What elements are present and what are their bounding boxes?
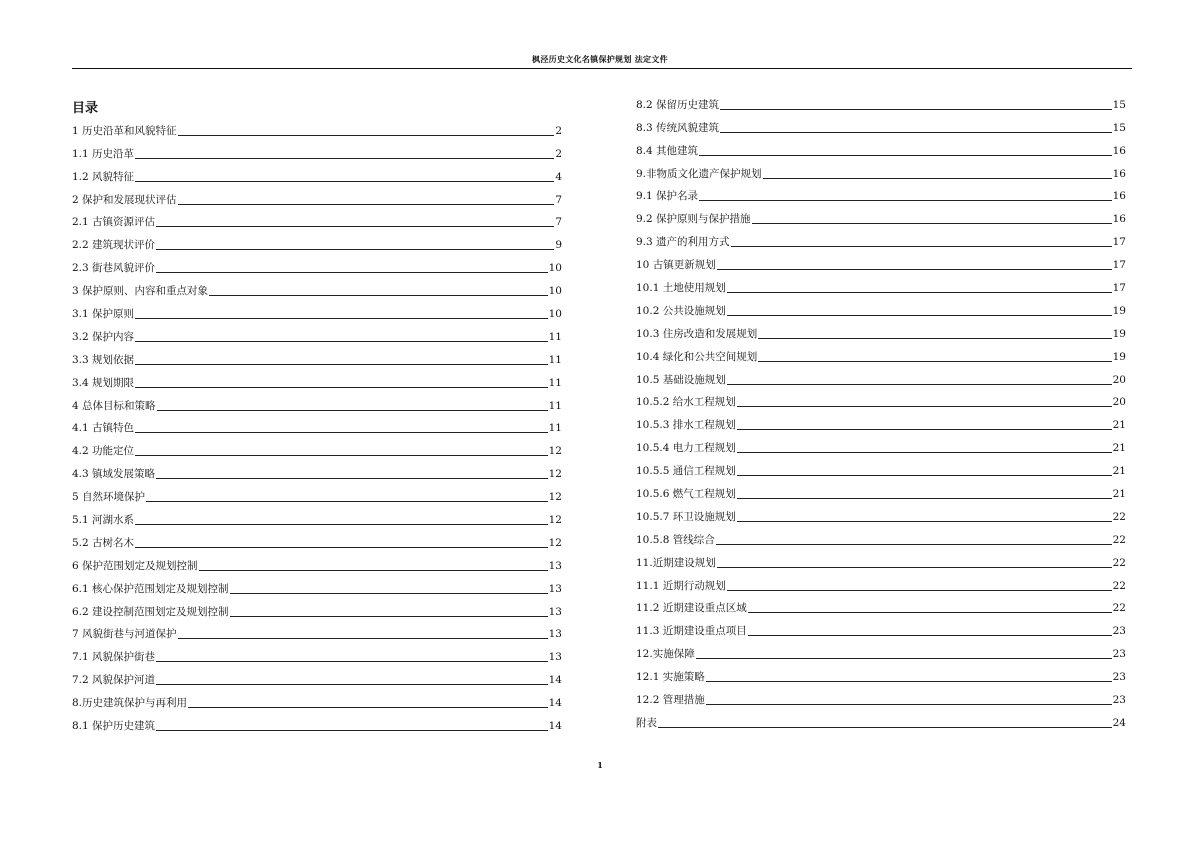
toc-entry-label: 12.2 管理措施 (636, 694, 705, 707)
toc-entry-label: 1.1 历史沿革 (72, 147, 135, 160)
toc-entry-label: 5.2 古树名木 (72, 536, 135, 549)
toc-entry[interactable] (636, 527, 1126, 550)
toc-leader-line (748, 635, 1112, 636)
toc-entry-page: 12 (548, 468, 562, 481)
toc-entry[interactable] (636, 161, 1126, 184)
toc-leader-line (230, 593, 548, 594)
toc-entry-page: 17 (1112, 259, 1126, 272)
toc-column-right (636, 92, 1126, 733)
toc-leader-line (727, 315, 1112, 316)
toc-leader-line (135, 524, 548, 525)
toc-leader-line (737, 475, 1112, 476)
toc-leader-line (717, 269, 1112, 270)
toc-leader-line (156, 478, 548, 479)
toc-entry-label: 10.1 土地使用规划 (636, 282, 726, 295)
toc-entry-page: 2 (555, 147, 562, 160)
toc-entry-label: 4.1 古镇特色 (72, 422, 135, 435)
toc-entry-page: 12 (548, 514, 562, 527)
toc-entry[interactable] (72, 232, 562, 255)
toc-entry-label: 6.2 建设控制范围划定及规划控制 (72, 605, 229, 618)
toc-entry-label: 7 风貌街巷与河道保护 (72, 628, 177, 641)
toc-entry-page: 13 (548, 628, 562, 641)
toc-leader-line (758, 338, 1111, 339)
toc-entry-page: 20 (1112, 373, 1126, 386)
toc-entry-page: 20 (1112, 396, 1126, 409)
toc-entry[interactable] (636, 390, 1126, 413)
toc-entry[interactable] (636, 710, 1126, 733)
toc-leader-line (135, 387, 548, 388)
toc-entry[interactable] (636, 687, 1126, 710)
toc-entry-page: 22 (1112, 602, 1126, 615)
toc-entry-page: 17 (1112, 236, 1126, 249)
toc-entry-label: 11.3 近期建设重点项目 (636, 625, 747, 638)
toc-entry-page: 14 (548, 674, 562, 687)
toc-entry-label: 10.3 住房改造和发展规划 (636, 327, 758, 340)
toc-entry-page: 14 (548, 720, 562, 733)
toc-entry[interactable] (636, 115, 1126, 138)
toc-heading: 目录 (72, 101, 99, 116)
toc-leader-line (188, 707, 548, 708)
toc-entry-page: 4 (555, 170, 562, 183)
toc-entry-page: 16 (1112, 167, 1126, 180)
toc-entry-page: 11 (548, 422, 562, 435)
toc-entry[interactable] (72, 667, 562, 690)
toc-entry[interactable] (72, 278, 562, 301)
toc-entry-label: 7.1 风貌保护街巷 (72, 651, 156, 664)
toc-leader-line (748, 612, 1112, 613)
toc-entry-page: 11 (548, 399, 562, 412)
page-number: 1 (597, 760, 603, 770)
toc-leader-line (737, 429, 1112, 430)
toc-entry-page: 22 (1112, 556, 1126, 569)
toc-entry-page: 7 (555, 216, 562, 229)
toc-leader-line (720, 132, 1112, 133)
toc-entry-label: 10.4 绿化和公共空间规划 (636, 350, 758, 363)
toc-leader-line (135, 158, 554, 159)
toc-entry-page: 13 (548, 559, 562, 572)
toc-entry-page: 11 (548, 330, 562, 343)
toc-entry-page: 10 (548, 262, 562, 275)
toc-entry-label: 10.5.7 环卫设施规划 (636, 510, 736, 523)
toc-leader-line (135, 181, 554, 182)
toc-entry-label: 3.4 规划期限 (72, 376, 135, 389)
toc-entry-label: 1 历史沿革和风貌特征 (72, 124, 177, 137)
toc-leader-line (758, 361, 1111, 362)
toc-entry[interactable] (636, 596, 1126, 619)
toc-leader-line (737, 521, 1112, 522)
toc-entry-label: 1.2 风貌特征 (72, 170, 135, 183)
toc-entry[interactable] (72, 324, 562, 347)
header-rule (72, 68, 1132, 69)
toc-entry[interactable] (72, 484, 562, 507)
toc-entry[interactable] (636, 367, 1126, 390)
toc-entry-label: 9.非物质文化遗产保护规划 (636, 167, 762, 180)
toc-entry-page: 22 (1112, 579, 1126, 592)
toc-entry-label: 7.2 风貌保护河道 (72, 674, 156, 687)
toc-leader-line (199, 570, 548, 571)
toc-entry-label: 9.3 遗产的利用方式 (636, 236, 730, 249)
toc-entry-label: 9.2 保护原则与保护措施 (636, 213, 751, 226)
toc-entry[interactable] (72, 599, 562, 622)
toc-entry-label: 8.历史建筑保护与再利用 (72, 697, 188, 710)
toc-entry[interactable] (72, 118, 562, 141)
toc-entry[interactable] (72, 690, 562, 713)
toc-entry-page: 12 (548, 445, 562, 458)
toc-entry-page: 21 (1112, 465, 1126, 478)
toc-entry[interactable] (636, 252, 1126, 275)
toc-entry-label: 6 保护范围划定及规划控制 (72, 559, 198, 572)
toc-entry-label: 2 保护和发展现状评估 (72, 193, 177, 206)
toc-entry[interactable] (72, 507, 562, 530)
toc-entry[interactable] (636, 664, 1126, 687)
toc-entry-page: 7 (555, 193, 562, 206)
toc-leader-line (763, 178, 1112, 179)
toc-entry-page: 17 (1112, 282, 1126, 295)
toc-entry[interactable] (72, 576, 562, 599)
toc-leader-line (156, 272, 548, 273)
toc-leader-line (146, 501, 548, 502)
toc-entry-page: 11 (548, 353, 562, 366)
toc-entry-page: 13 (548, 605, 562, 618)
toc-leader-line (727, 590, 1112, 591)
toc-leader-line (720, 109, 1112, 110)
toc-leader-line (737, 452, 1112, 453)
toc-entry[interactable] (636, 344, 1126, 367)
toc-entry-label: 11.1 近期行动规划 (636, 579, 726, 592)
toc-leader-line (135, 341, 548, 342)
toc-entry-page: 23 (1112, 625, 1126, 638)
toc-entry-label: 3.2 保护内容 (72, 330, 135, 343)
toc-entry[interactable] (72, 713, 562, 736)
toc-entry[interactable] (636, 138, 1126, 161)
toc-leader-line (752, 223, 1112, 224)
toc-leader-line (156, 226, 554, 227)
toc-entry-page: 23 (1112, 648, 1126, 661)
toc-entry-label: 10.5.8 管线综合 (636, 533, 715, 546)
toc-leader-line (706, 681, 1112, 682)
toc-entry-label: 10.2 公共设施规划 (636, 304, 726, 317)
toc-entry[interactable] (72, 461, 562, 484)
toc-leader-line (178, 135, 555, 136)
toc-entry-label: 10.5.6 燃气工程规划 (636, 488, 736, 501)
toc-entry[interactable] (72, 416, 562, 439)
toc-entry[interactable] (636, 206, 1126, 229)
toc-leader-line (156, 249, 554, 250)
toc-leader-line (135, 318, 548, 319)
toc-leader-line (135, 364, 548, 365)
toc-entry-page: 12 (548, 491, 562, 504)
toc-entry[interactable] (72, 370, 562, 393)
toc-entry-label: 5 自然环境保护 (72, 491, 146, 504)
toc-entry-label: 5.1 河湖水系 (72, 514, 135, 527)
toc-leader-line (658, 727, 1112, 728)
toc-entry-label: 4.2 功能定位 (72, 445, 135, 458)
toc-entry-label: 11.近期建设规划 (636, 556, 716, 569)
toc-entry-label: 10 古镇更新规划 (636, 259, 716, 272)
toc-entry[interactable] (72, 438, 562, 461)
toc-entry[interactable] (636, 184, 1126, 207)
toc-entry-label: 8.4 其他建筑 (636, 144, 699, 157)
toc-leader-line (699, 200, 1112, 201)
toc-entry[interactable] (636, 275, 1126, 298)
toc-entry-label: 10.5 基础设施规划 (636, 373, 726, 386)
toc-entry[interactable] (72, 644, 562, 667)
toc-entry-page: 10 (548, 308, 562, 321)
toc-entry-label: 附表 (636, 716, 657, 729)
toc-leader-line (178, 204, 555, 205)
toc-entry[interactable] (636, 458, 1126, 481)
toc-entry[interactable] (636, 618, 1126, 641)
toc-entry[interactable] (72, 301, 562, 324)
toc-leader-line (156, 730, 548, 731)
toc-entry[interactable] (72, 553, 562, 576)
toc-entry-page: 24 (1112, 716, 1126, 729)
toc-entry-page: 16 (1112, 190, 1126, 203)
toc-entry-label: 2.2 建筑现状评价 (72, 239, 156, 252)
toc-entry-label: 3.1 保护原则 (72, 308, 135, 321)
toc-leader-line (706, 704, 1112, 705)
toc-entry-label: 6.1 核心保护范围划定及规划控制 (72, 582, 229, 595)
toc-entry[interactable] (72, 164, 562, 187)
toc-entry-page: 19 (1112, 304, 1126, 317)
toc-entry-page: 16 (1112, 213, 1126, 226)
toc-entry-page: 15 (1112, 98, 1126, 111)
toc-entry[interactable] (636, 412, 1126, 435)
toc-entry-page: 9 (555, 239, 562, 252)
toc-entry[interactable] (72, 187, 562, 210)
toc-leader-line (699, 155, 1112, 156)
toc-entry-label: 4 总体目标和策略 (72, 399, 156, 412)
toc-entry-label: 10.5.2 给水工程规划 (636, 396, 736, 409)
toc-leader-line (737, 406, 1112, 407)
toc-entry-label: 8.3 传统风貌建筑 (636, 121, 720, 134)
toc-leader-line (156, 684, 548, 685)
toc-entry[interactable] (72, 622, 562, 645)
toc-entry[interactable] (636, 550, 1126, 573)
toc-leader-line (156, 661, 548, 662)
toc-entry[interactable] (72, 255, 562, 278)
toc-entry-page: 22 (1112, 533, 1126, 546)
toc-entry[interactable] (636, 641, 1126, 664)
toc-entry-page: 21 (1112, 419, 1126, 432)
toc-entry-page: 19 (1112, 350, 1126, 363)
toc-leader-line (230, 616, 548, 617)
toc-entry-page: 10 (548, 285, 562, 298)
toc-leader-line (178, 638, 548, 639)
toc-entry-page: 11 (548, 376, 562, 389)
toc-entry[interactable] (636, 229, 1126, 252)
toc-leader-line (135, 547, 548, 548)
toc-entry-label: 8.1 保护历史建筑 (72, 720, 156, 733)
toc-entry-page: 21 (1112, 442, 1126, 455)
toc-entry[interactable] (636, 504, 1126, 527)
toc-leader-line (717, 567, 1112, 568)
toc-leader-line (209, 295, 548, 296)
toc-entry[interactable] (636, 481, 1126, 504)
toc-leader-line (727, 292, 1112, 293)
toc-entry[interactable] (72, 393, 562, 416)
toc-entry[interactable] (636, 321, 1126, 344)
toc-entry[interactable] (636, 435, 1126, 458)
toc-entry-page: 13 (548, 582, 562, 595)
toc-entry-label: 8.2 保留历史建筑 (636, 98, 720, 111)
toc-entry[interactable] (636, 298, 1126, 321)
toc-entry[interactable] (636, 92, 1126, 115)
toc-leader-line (731, 246, 1112, 247)
toc-leader-line (135, 432, 548, 433)
toc-entry-label: 12.1 实施策略 (636, 671, 705, 684)
toc-entry-page: 22 (1112, 510, 1126, 523)
toc-entry[interactable] (72, 141, 562, 164)
toc-leader-line (696, 658, 1112, 659)
toc-leader-line (716, 544, 1112, 545)
toc-leader-line (135, 455, 548, 456)
toc-entry-label: 10.5.4 电力工程规划 (636, 442, 736, 455)
toc-entry-page: 13 (548, 651, 562, 664)
toc-entry-label: 11.2 近期建设重点区域 (636, 602, 747, 615)
toc-entry-label: 12.实施保障 (636, 648, 695, 661)
toc-entry-label: 3.3 规划依据 (72, 353, 135, 366)
toc-entry-page: 19 (1112, 327, 1126, 340)
toc-entry-label: 2.1 古镇资源评估 (72, 216, 156, 229)
toc-entry-label: 2.3 街巷风貌评价 (72, 262, 156, 275)
toc-entry-label: 9.1 保护名录 (636, 190, 699, 203)
toc-entry-label: 4.3 镇域发展策略 (72, 468, 156, 481)
toc-leader-line (157, 410, 548, 411)
toc-entry-label: 10.5.3 排水工程规划 (636, 419, 736, 432)
toc-leader-line (737, 498, 1112, 499)
toc-entry[interactable] (72, 210, 562, 233)
toc-entry-page: 14 (548, 697, 562, 710)
toc-entry-page: 15 (1112, 121, 1126, 134)
toc-entry-page: 21 (1112, 488, 1126, 501)
toc-leader-line (727, 384, 1112, 385)
toc-entry[interactable] (72, 347, 562, 370)
toc-entry[interactable] (636, 573, 1126, 596)
toc-entry[interactable] (72, 530, 562, 553)
toc-entry-page: 23 (1112, 694, 1126, 707)
toc-entry-label: 3 保护原则、内容和重点对象 (72, 285, 209, 298)
toc-entry-page: 2 (555, 124, 562, 137)
page-header-title: 枫泾历史文化名镇保护规划 法定文件 (532, 54, 668, 64)
toc-column-left (72, 118, 562, 736)
toc-entry-label: 10.5.5 通信工程规划 (636, 465, 736, 478)
toc-entry-page: 16 (1112, 144, 1126, 157)
toc-entry-page: 12 (548, 536, 562, 549)
toc-entry-page: 23 (1112, 671, 1126, 684)
